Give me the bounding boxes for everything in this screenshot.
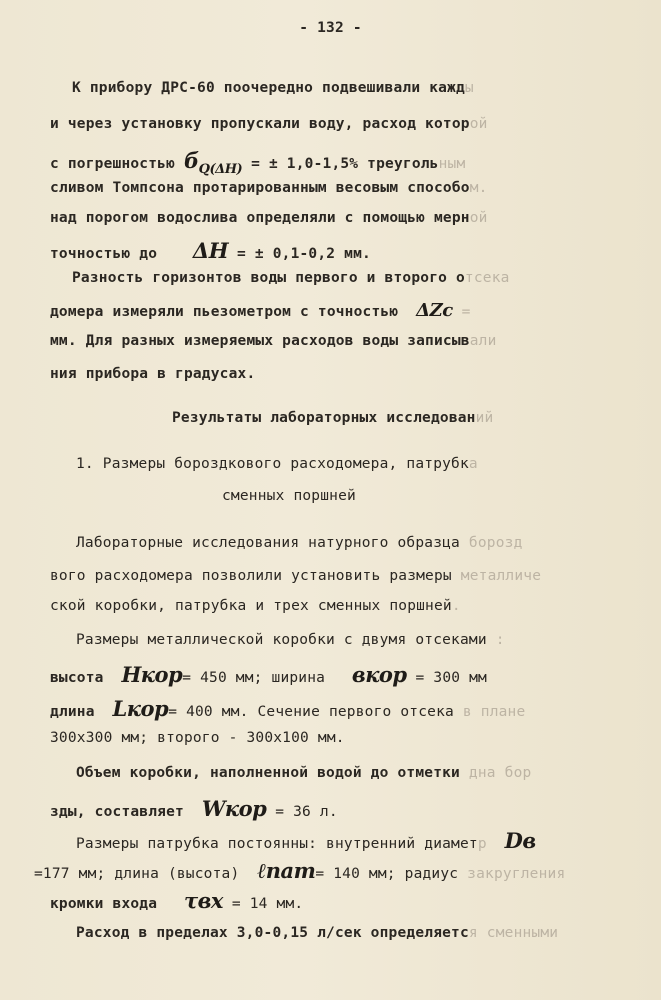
d-v-symbol: Dв: [504, 828, 536, 853]
text-line: кромки входа τвх = 14 мм.: [50, 888, 304, 913]
l-kor-symbol: Lкор: [112, 696, 169, 721]
text-line: 300х300 мм; второго - 300х100 мм.: [50, 730, 345, 746]
text-line: зды, составляет Wкор = 36 л.: [50, 796, 338, 821]
text-line: точностью до ΔH = ± 0,1-0,2 мм.: [50, 238, 371, 263]
text-line: Лабораторные исследования натурного образца борозд: [76, 535, 523, 551]
text-line: высота Hкор= 450 мм; ширина вкор = 300 мм: [50, 662, 487, 687]
text-line: =177 мм; длина (высота) ℓпат= 140 мм; радиус закругления: [34, 858, 566, 883]
text-line: и через установку пропускали воду, расход которой: [50, 116, 488, 132]
text-line: Размеры патрубка постоянны: внутренний диаметр Dв: [76, 828, 536, 853]
text-line: сливом Томпсона протарированным весовым способом.: [50, 180, 488, 196]
w-kor-symbol: Wкор: [201, 796, 267, 821]
text-line: с погрешностью $б_{Q(\Delta H)}$ = ± 1,0-1,5% треугольным: [50, 148, 466, 178]
l-pat-symbol: ℓпат: [257, 858, 316, 883]
text-line: Размеры металлической коробки с двумя отсеками :: [76, 632, 505, 648]
section-heading: Результаты лабораторных исследований: [172, 410, 494, 426]
sigma-symbol: $б_{Q(\Delta H)}$: [183, 148, 243, 178]
text-line: вого расходомера позволили установить размеры металличе: [50, 568, 542, 584]
text-line: Разность горизонтов воды первого и второго отсека: [72, 270, 510, 286]
text-line: домера измеряли пьезометром с точностью ΔZc =: [50, 300, 471, 321]
text-line: К прибору ДРС-60 поочередно подвешивали кажды: [72, 80, 474, 96]
text-line: длина Lкор= 400 мм. Сечение первого отсека в плане: [50, 696, 526, 721]
h-kor-symbol: Hкор: [121, 662, 183, 687]
text-line: Объем коробки, наполненной водой до отметки дна бор: [76, 765, 532, 781]
delta-z-symbol: ΔZc: [416, 300, 453, 321]
page-number: - 132 -: [299, 20, 362, 36]
text-line: ния прибора в градусах.: [50, 366, 256, 382]
r-vx-symbol: τвх: [183, 888, 223, 913]
b-kor-symbol: вкор: [351, 662, 407, 687]
subsection-title-cont: сменных поршней: [222, 488, 356, 504]
delta-h-symbol: ΔH: [192, 238, 229, 263]
text-line: ской коробки, патрубка и трех сменных поршней.: [50, 598, 461, 614]
subsection-title: 1. Размеры бороздкового расходомера, патрубка: [76, 456, 478, 472]
text-line: над порогом водослива определяли с помощью мерной: [50, 210, 488, 226]
text-line: Расход в пределах 3,0-0,15 л/сек определяется сменными: [76, 925, 559, 941]
text-line: мм. Для разных измеряемых расходов воды записывали: [50, 333, 497, 349]
